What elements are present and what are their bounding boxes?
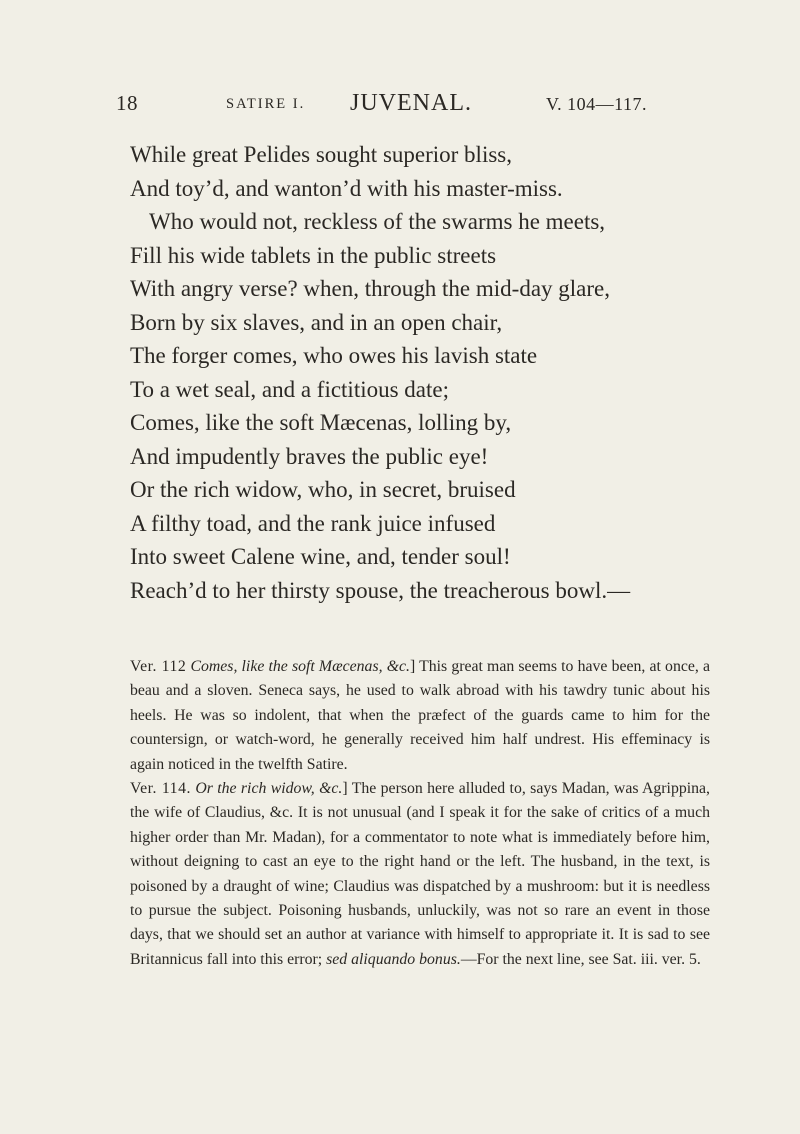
poem-text (130, 138, 730, 607)
page-number: 18 (116, 91, 138, 115)
satire-label: SATIRE I. (226, 96, 306, 112)
footnote-text: The person here alluded to, says Madan, was Agrippina, the wife of Claudius, &c. It is not unusual (and I speak it for the sake of critics of a much higher order than Mr. Madan), for a commentator to note what is immediately before him, without deigning to cast an eye to the right hand or the left. The husband, in the text, is poisoned by a draught of wine; Claudius was dispatched by a mushroom: but it is needless to pursue the subject. Poisoning husbands, unluckily, was not so rare an event in those days, that we should set an author at variance with himself to appropriate it. It is sad to see Britannicus fall into this error; (130, 780, 710, 968)
poem-line: Fill his wide tablets in the public streets (130, 242, 497, 268)
poem-line: Or the rich widow, who, in secret, bruised (130, 477, 516, 502)
poem-line: Reach’d to her thirsty spouse, the treacherous bowl.— (130, 577, 631, 603)
poem-line: The forger comes, who owes his lavish state (130, 343, 538, 368)
poem-line: To a wet seal, and a fictitious date; (130, 376, 450, 402)
footnote-label: Ver. 112 (130, 658, 187, 675)
footnote-label: Ver. 114. (130, 780, 191, 798)
poem-line: Who would not, reckless of the swarms he meets, (149, 209, 606, 234)
footnote-citation: Comes, like the soft Mæcenas, &c. (190, 658, 410, 675)
poem-line: While great Pelides sought superior bliss, (130, 142, 512, 167)
poem-line: With angry verse? when, through the mid-day glare, (130, 276, 611, 301)
author-name: JUVENAL. (350, 90, 472, 116)
footnote-citation: Or the rich widow, &c. (195, 780, 343, 798)
footnote-text: This great man seems to have been, at once, a beau and a sloven. Seneca says, he used to walk abroad with his tawdry tunic about his heels. He was so indolent, that when the præfect of the guards came to him for the countersign, or watch-word, he generally received him half undrest. His effeminacy is again noticed in the twelfth Satire. (130, 658, 710, 773)
running-header (116, 88, 726, 118)
footnote-latin: sed aliquando bonus. (326, 950, 461, 968)
poem-line: Comes, like the soft Mæcenas, lolling by, (130, 410, 512, 435)
verse-range: V. 104—117. (546, 94, 648, 114)
footnotes (130, 655, 710, 972)
poem-line: Into sweet Calene wine, and, tender soul! (130, 544, 511, 569)
footnote-ver-114: Ver. 114. Or the rich widow, &c.] The person here alluded to, says Madan, was Agrippina, the wife of Claudius, &c. It is not unusual (and I speak it for the sake of critics of a much higher order than Mr. Madan), for a commentator to note what is immediately before him, without deigning to cast an eye to the right hand or the left. The husband, in the text, is poisoned by a draught of wine; Claudius was dispatched by a mushroom: but it is needless to pursue the subject. Poisoning husbands, unluckily, was not so rare an event in those days, that we should set an author at variance with himself to appropriate it. It is sad to see Britannicus fall into this error; sed aliquando bonus.—For the next line, see Sat. iii. ver. 5. (130, 780, 710, 968)
poem-line: And toy’d, and wanton’d with his master-miss. (130, 175, 563, 201)
poem-line: And impudently braves the public eye! (130, 443, 489, 469)
poem-line: A filthy toad, and the rank juice infused (130, 510, 496, 536)
poem-line: Born by six slaves, and in an open chair, (130, 309, 503, 335)
footnote-ver-112: Ver. 112 Comes, like the soft Mæcenas, &c.] This great man seems to have been, at once, a beau and a sloven. Seneca says, he used to walk abroad with his tawdry tunic about his heels. He was so indolent, that when the præfect of the guards came to him for the countersign, or watch-word, he generally received him half undrest. His effeminacy is again noticed in the twelfth Satire. (130, 658, 710, 773)
footnote-tail: —For the next line, see Sat. iii. ver. 5. (460, 950, 701, 968)
